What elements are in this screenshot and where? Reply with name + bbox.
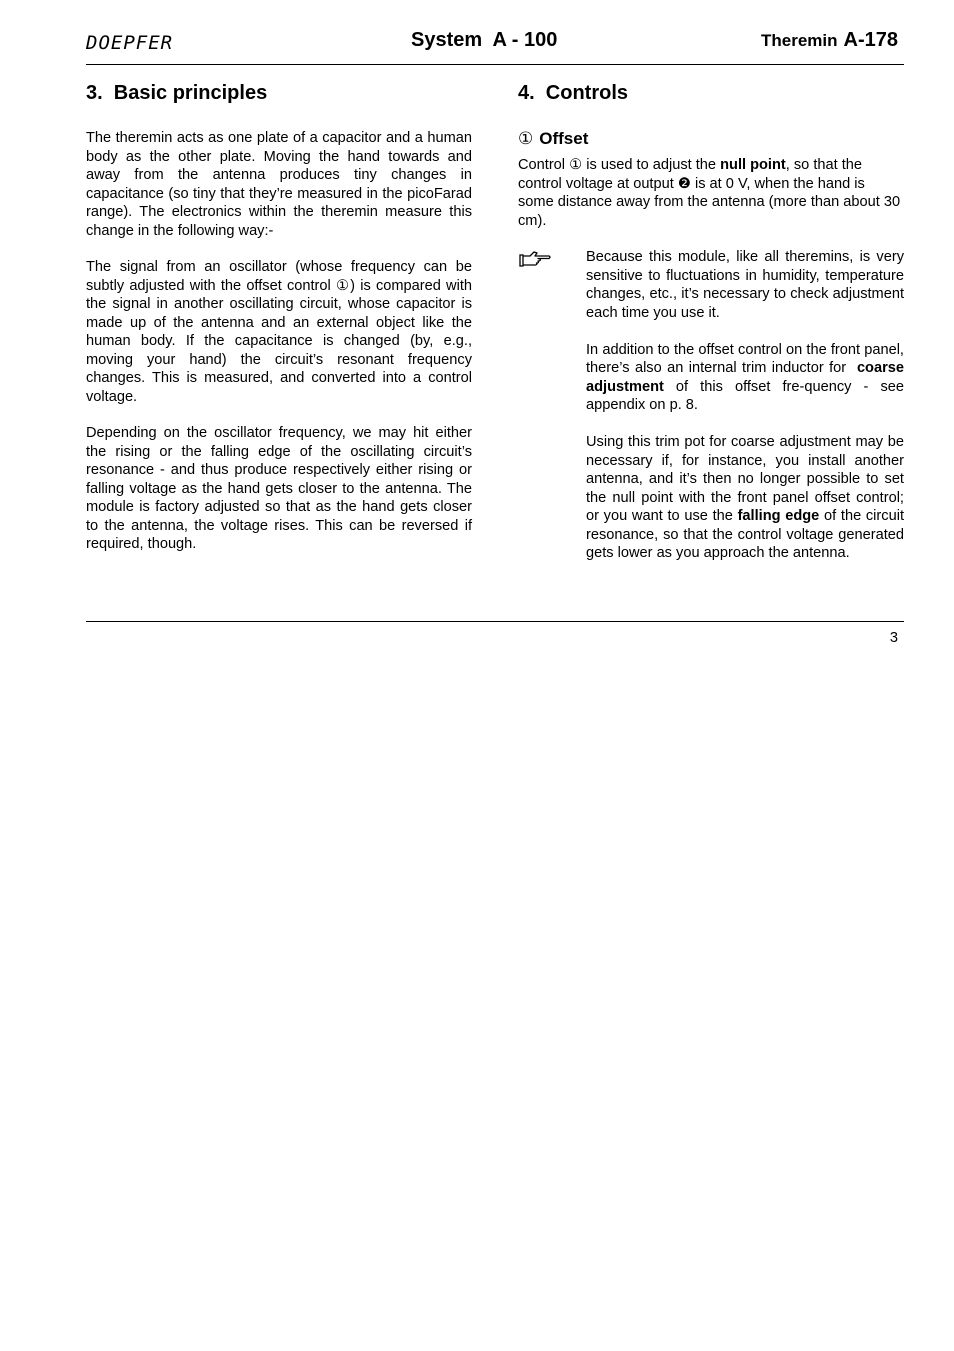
section-title-basic-principles: 3. Basic principles bbox=[86, 82, 268, 104]
module-name: Theremin bbox=[760, 31, 838, 50]
system-title: System A - 100 bbox=[411, 29, 558, 51]
basic-principles-section bbox=[86, 82, 472, 572]
text-run: of this offset fre-quency - see appendix on p. 8. bbox=[586, 378, 904, 413]
module-code: A-178 bbox=[843, 29, 898, 51]
offset-title: Offset bbox=[539, 129, 589, 148]
offset-heading bbox=[518, 129, 904, 149]
text-run: , so that the control voltage at output ❷ is at 0 V, when the hand is some distance away from the antenna (more than about 30 cm). bbox=[518, 157, 901, 229]
paragraph: The signal from an oscillator (whose frequency can be subtly adjusted with the offset control ①) is compared with the signal in another oscillating circuit, whose capacitor is made up of the antenna and an external object like the human body. If the capacitance is changed (by, e.g., moving your hand) the circuit’s resonant frequency changes. This is measured, and converted into a control voltage. bbox=[86, 259, 472, 405]
controls-section bbox=[518, 82, 909, 581]
note-paragraph bbox=[586, 341, 909, 415]
page-header bbox=[86, 26, 904, 65]
offset-description bbox=[518, 156, 904, 230]
section-title-controls: 4. Controls bbox=[518, 82, 629, 104]
pointing-hand-icon bbox=[518, 250, 552, 268]
paragraph: The theremin acts as one plate of a capacitor and a human body as the other plate. Moving the hand towards and away from the antenna produces tiny changes in capacitance (so tiny that they’re measured in the picoFarad range). The electronics within the theremin measure this change in the following way:- bbox=[86, 130, 472, 239]
offset-number: ① bbox=[518, 129, 534, 148]
text-run: Control ① is used to adjust the bbox=[518, 157, 721, 173]
text-run: In addition to the offset control on the front panel, there’s also an internal trim inductor for bbox=[586, 341, 909, 376]
footer-divider bbox=[86, 621, 904, 622]
emphasis-coarse-adjustment: coarse adjustment bbox=[586, 360, 904, 395]
emphasis-null-point: null point bbox=[720, 157, 786, 173]
page-number: 3 bbox=[889, 630, 898, 646]
note-block bbox=[518, 248, 909, 563]
emphasis-falling-edge: falling edge bbox=[737, 508, 820, 524]
brand-logo: DOEPFER bbox=[86, 32, 174, 54]
note-paragraph bbox=[586, 433, 904, 563]
module-title bbox=[761, 29, 898, 52]
text-run: of the circuit resonance, so that the control voltage generated gets lower as you approach the antenna. bbox=[586, 508, 904, 561]
note-paragraph: Because this module, like all theremins, is very sensitive to fluctuations in humidity, temperature changes, etc., it’s necessary to check adjustment each time you use it. bbox=[586, 249, 904, 321]
text-run: Using this trim pot for coarse adjustment may be necessary if, for instance, you install another antenna, and it’s then no longer possible to set the null point with the front panel offset control; or you want to use the bbox=[586, 434, 904, 524]
paragraph: Depending on the oscillator frequency, we may hit either the rising or the falling edge of the oscillating circuit’s resonance - and thus produce respectively either rising or falling voltage as the hand gets closer to the antenna. The module is factory adjusted so that as the hand gets closer to the antenna, the voltage rises. This can be reversed if required, though. bbox=[86, 425, 472, 552]
